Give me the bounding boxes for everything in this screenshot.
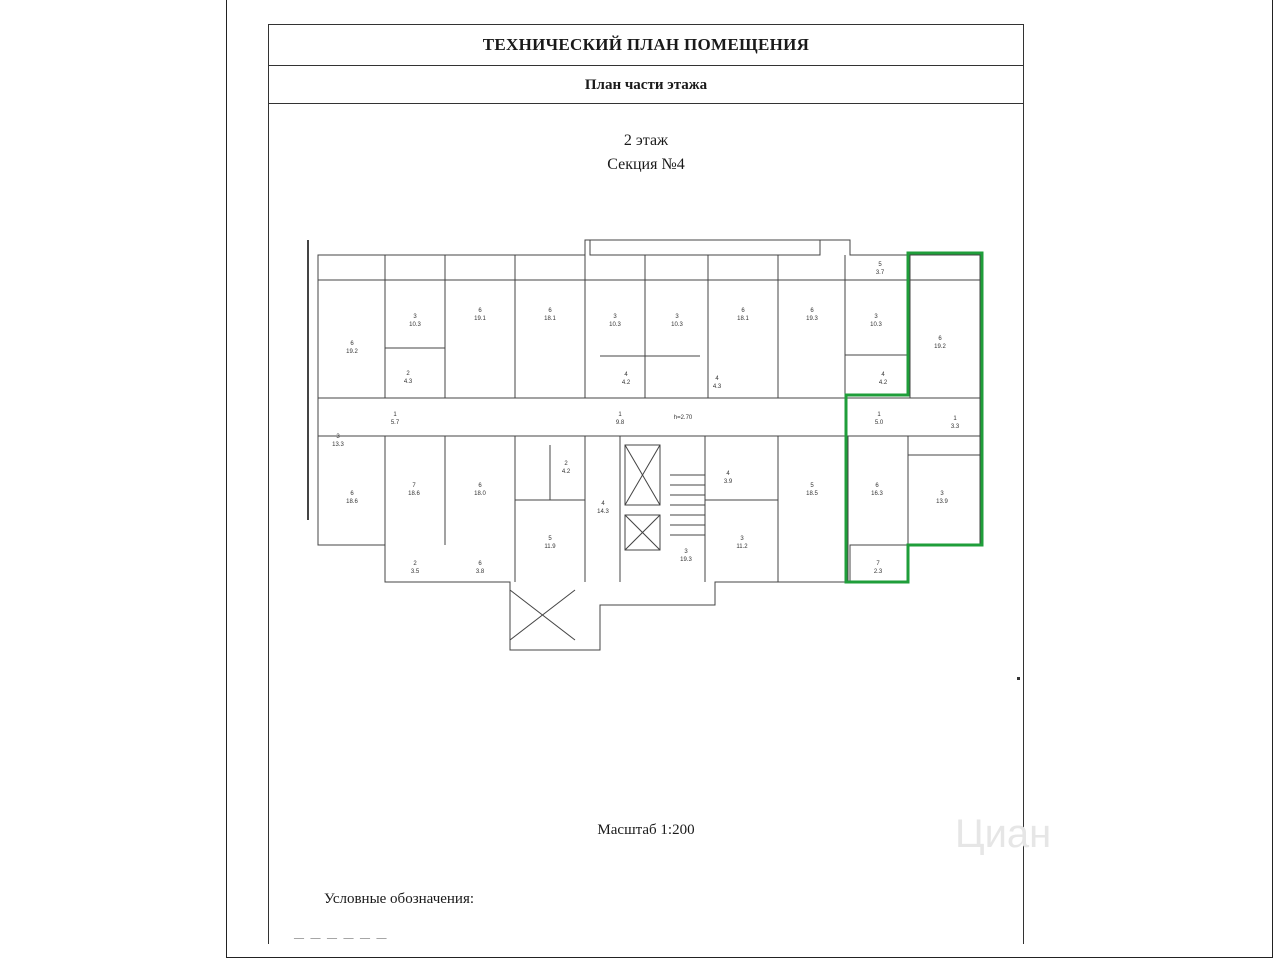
svg-text:618.1: 6 18.1 — [544, 308, 556, 322]
svg-text:44.2: 4 4.2 — [621, 372, 631, 386]
svg-text:511.9: 5 11.9 — [544, 536, 556, 550]
document-title: ТЕХНИЧЕСКИЙ ПЛАН ПОМЕЩЕНИЯ — [269, 25, 1023, 66]
svg-text:15.0: 1 5.0 — [874, 412, 884, 426]
svg-text:44.3: 4 4.3 — [712, 376, 722, 390]
svg-text:53.7: 5 3.7 — [875, 262, 885, 276]
scale-label: Масштаб 1:200 — [597, 822, 695, 838]
legend-item: — — — — — — — [294, 933, 389, 944]
room-label: 6 19.2 — [346, 341, 358, 355]
svg-text:24.3: 2 4.3 — [403, 371, 413, 385]
svg-text:618.0: 6 18.0 — [474, 483, 486, 497]
legend-title: Условные обозначения: — [324, 891, 475, 907]
svg-text:310.3: 3 10.3 — [409, 314, 421, 328]
technical-plan-sheet — [268, 24, 1024, 944]
svg-text:311.2: 3 11.2 — [736, 536, 748, 550]
watermark: Циан — [955, 812, 1052, 856]
floor-label: 2 этаж — [623, 132, 669, 149]
corridor-height: h=2.70 — [673, 415, 693, 421]
svg-text:310.3: 3 10.3 — [870, 314, 882, 328]
svg-text:72.3: 7 2.3 — [873, 561, 883, 575]
svg-text:43.9: 4 3.9 — [723, 471, 733, 485]
svg-text:44.2: 4 4.2 — [878, 372, 888, 386]
svg-text:619.2: 6 19.2 — [934, 336, 946, 350]
svg-text:718.6: 7 18.6 — [408, 483, 420, 497]
svg-text:63.8: 6 3.8 — [475, 561, 485, 575]
svg-text:616.3: 6 16.3 — [871, 483, 883, 497]
svg-text:518.5: 5 18.5 — [806, 483, 818, 497]
svg-text:618.1: 6 18.1 — [737, 308, 749, 322]
svg-text:15.7: 1 5.7 — [390, 412, 400, 426]
svg-text:414.3: 4 14.3 — [597, 501, 609, 515]
svg-text:313.3: 3 13.3 — [332, 434, 344, 448]
svg-text:13.3: 1 3.3 — [950, 416, 960, 430]
svg-text:619.3: 6 19.3 — [806, 308, 818, 322]
svg-text:310.3: 3 10.3 — [671, 314, 683, 328]
svg-text:310.3: 3 10.3 — [609, 314, 621, 328]
svg-text:23.5: 2 3.5 — [410, 561, 420, 575]
scan-dot — [1017, 677, 1020, 680]
svg-text:618.6: 6 18.6 — [346, 491, 358, 505]
svg-text:24.2: 2 4.2 — [561, 461, 571, 475]
svg-text:19.8: 1 9.8 — [615, 412, 625, 426]
svg-text:619.1: 6 19.1 — [474, 308, 486, 322]
section-label: Секция №4 — [607, 156, 685, 173]
svg-text:319.3: 3 19.3 — [680, 549, 692, 563]
svg-text:313.9: 3 13.9 — [936, 491, 948, 505]
document-subtitle: План части этажа — [269, 65, 1023, 104]
